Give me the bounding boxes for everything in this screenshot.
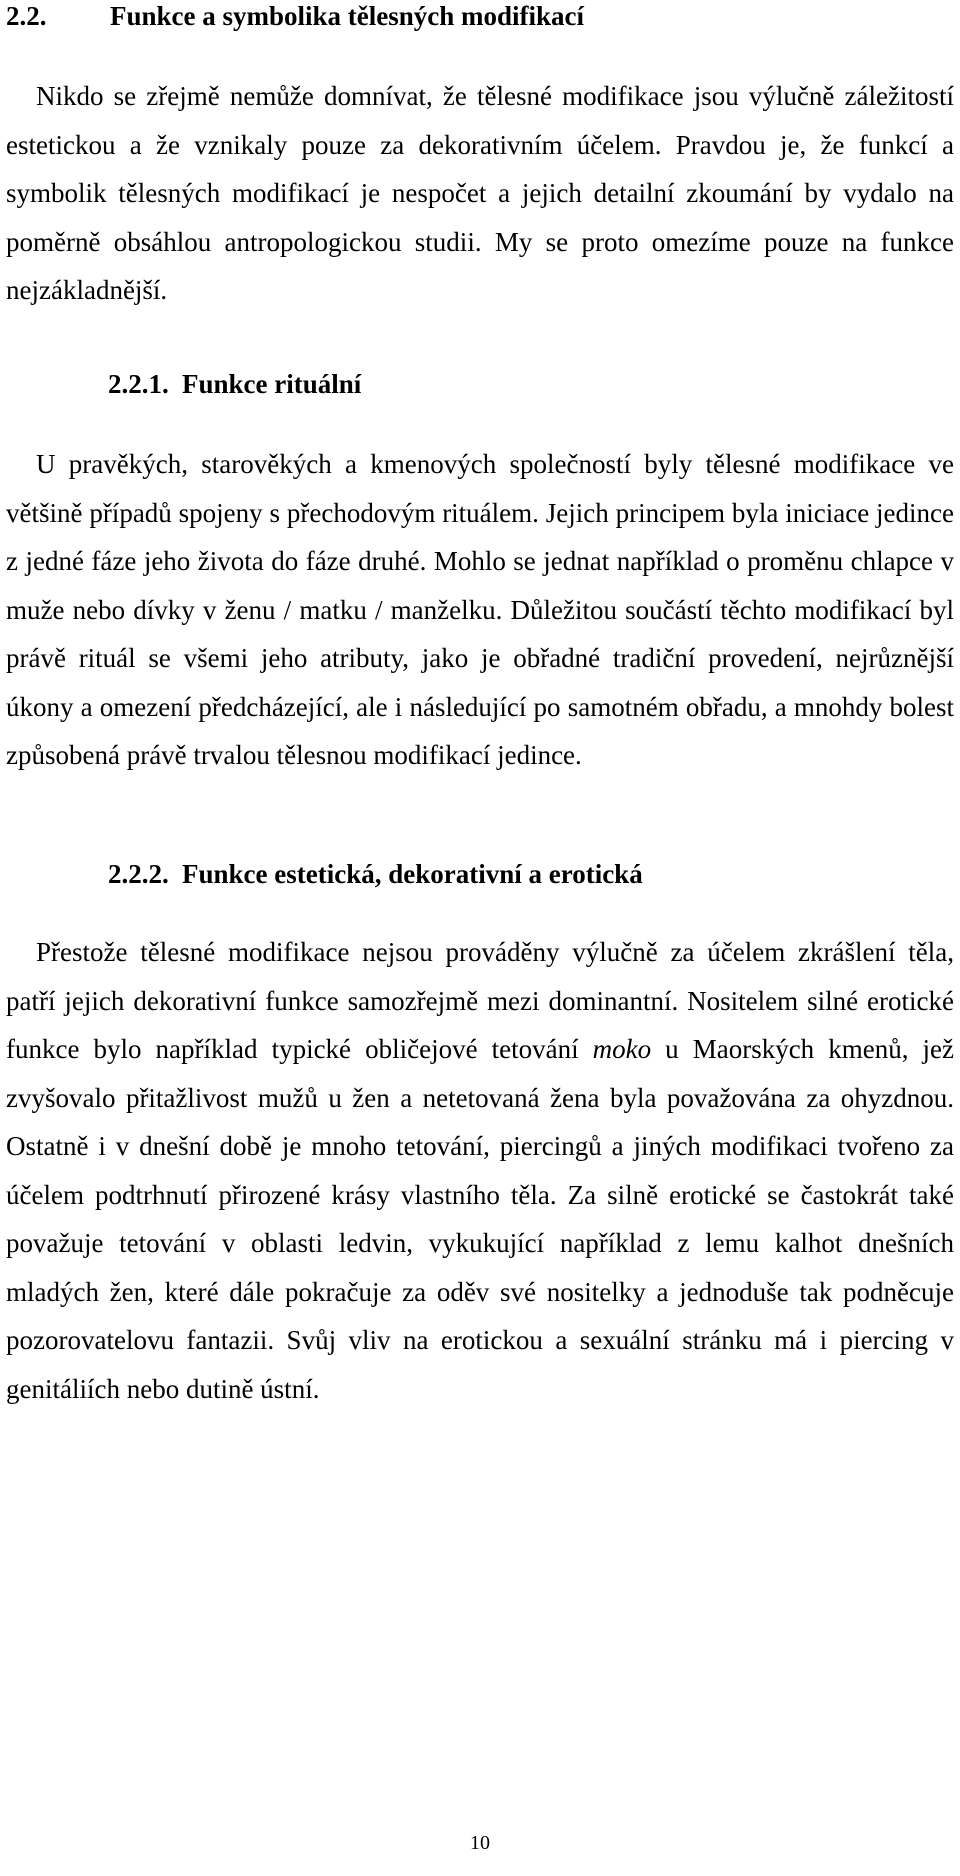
section-title: Funkce a symbolika tělesných modifikací [110, 1, 585, 31]
subsection-number: 2.2.1. [108, 369, 169, 399]
page-number: 10 [470, 1832, 490, 1854]
italic-term-moko: moko [592, 1034, 652, 1064]
subsection-heading-ritual [108, 368, 361, 400]
intro-paragraph: Nikdo se zřejmě nemůže domnívat, že tělesné modifikace jsou výlučně záležitostí estetickou a že vznikaly pouze za dekorativním účelem. Pravdou je, že funkcí a symbolik tělesných modifikací je nespočet a jejich detailní zkoumání by vydalo na poměrně obsáhlou antropologickou studii. My se proto omezíme pouze na funkce nejzákladnější. [6, 81, 954, 305]
subsection-title: Funkce rituální [182, 369, 362, 399]
section-number: 2.2. [6, 1, 47, 31]
section-heading [6, 0, 584, 32]
subsection-heading-aesthetic [108, 858, 643, 890]
aesthetic-paragraph [6, 928, 954, 1413]
paragraph-text: u Maorských kmenů, jež zvyšovalo přitažlivost mužů u žen a netetovaná žena byla považována za ohyzdnou. Ostatně i v dnešní době je mnoho tetování, piercingů a jiných modifikaci tvořeno za účelem podtrhnutí přirozené krásy vlastního těla. Za silně erotické se častokrát také považuje tetování v oblasti ledvin, vykukující například z lemu kalhot dnešních mladých žen, které dále pokračuje za oděv své nositelky a jednoduše tak podněcuje pozorovatelovu fantazii. Svůj vliv na erotickou a sexuální stránku má i piercing v genitáliích nebo dutině ústní. [6, 1034, 954, 1404]
subsection-number: 2.2.2. [108, 859, 169, 889]
subsection-title: Funkce estetická, dekorativní a erotická [182, 859, 643, 889]
ritual-paragraph: U pravěkých, starověkých a kmenových společností byly tělesné modifikace ve většině případů spojeny s přechodovým rituálem. Jejich principem byla iniciace jedince z jedné fáze jeho života do fáze druhé. Mohlo se jednat například o proměnu chlapce v muže nebo dívky v ženu / matku / manželku. Důležitou součástí těchto modifikací byl právě rituál se všemi jeho atributy, jako je obřadné tradiční provedení, nejrůznější úkony a omezení předcházející, ale i následující po samotném obřadu, a mnohdy bolest způsobená právě trvalou tělesnou modifikací jedince. [6, 449, 954, 770]
paragraph-text: Přestože tělesné modifikace nejsou prováděny výlučně za účelem zkrášlení těla, patří jejich dekorativní funkce samozřejmě mezi dominantní. Nositelem silné erotické funkce bylo například typické obličejové tetování [6, 937, 954, 1064]
